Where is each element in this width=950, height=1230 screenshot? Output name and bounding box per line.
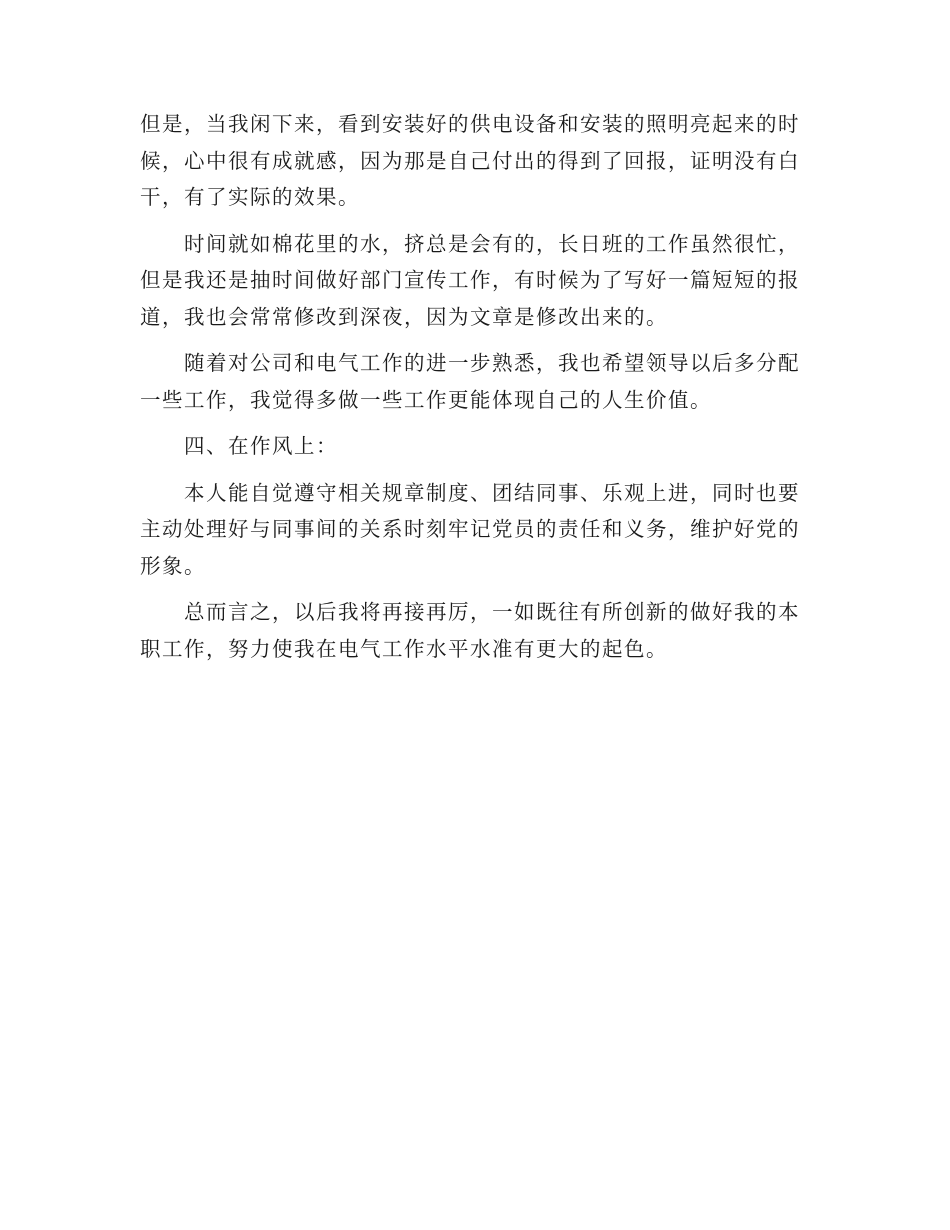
paragraph-6: 总而言之，以后我将再接再厉，一如既往有所创新的做好我的本职工作，努力使我在电气工作水平水准有更大的起色。 [140, 600, 800, 661]
paragraph-3: 随着对公司和电气工作的进一步熟悉，我也希望领导以后多分配一些工作，我觉得多做一些工作更能体现自己的人生价值。 [140, 351, 800, 412]
paragraph-2: 时间就如棉花里的水，挤总是会有的，长日班的工作虽然很忙，但是我还是抽时间做好部门宣传工作，有时候为了写好一篇短短的报道，我也会常常修改到深夜，因为文章是修改出来的。 [140, 231, 800, 329]
paragraph-5: 本人能自觉遵守相关规章制度、团结同事、乐观上进，同时也要主动处理好与同事间的关系时刻牢记党员的责任和义务，维护好党的形象。 [140, 480, 800, 578]
document-body [140, 106, 800, 677]
paragraph-1: 但是，当我闲下来，看到安装好的供电设备和安装的照明亮起来的时候，心中很有成就感，因为那是自己付出的得到了回报，证明没有白干，有了实际的效果。 [140, 112, 800, 209]
section-heading-style: 四、在作风上： [184, 434, 338, 458]
